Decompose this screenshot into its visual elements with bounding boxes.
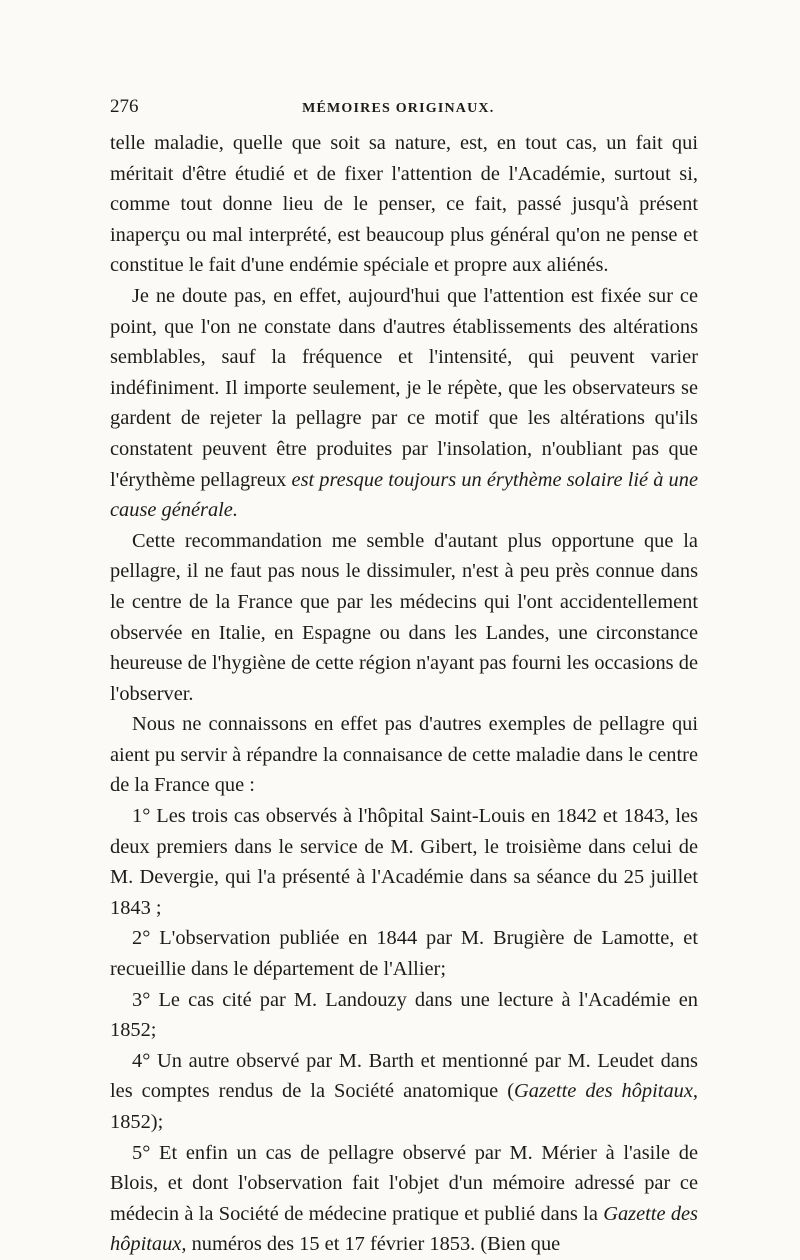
paragraph	[110, 709, 698, 801]
list-item	[110, 1046, 698, 1138]
list-item-italic: Gazette des hôpitaux,	[514, 1080, 699, 1103]
list-item	[110, 1138, 698, 1260]
list-item-text: 5° Et enfin un cas de pellagre observé par M. Mérier à l'asile de Blois, et dont l'observation fait l'objet d'un mémoire adressé par ce médecin à la Société de médecine pratique et publié dans la	[110, 1141, 698, 1225]
running-title: MÉMOIRES ORIGINAUX.	[302, 101, 495, 116]
list-item-italic: Gazette des hôpitaux,	[110, 1202, 698, 1256]
list-item-tail: numéros des 15 et 17 février 1853. (Bien que	[186, 1233, 561, 1256]
running-head	[110, 96, 698, 122]
paragraph-text: telle maladie, quelle que soit sa nature, est, en tout cas, un fait qui méritait d'être étudié et de fixer l'attention de l'Académie, surtout si, comme tout donne lieu de le penser, ce fait, passé jusqu'à présent inaperçu ou mal interprété, est beaucoup plus général qu'on ne pense et constitue le fait d'une endémie spéciale et propre aux aliénés.	[110, 132, 698, 277]
paragraph	[110, 281, 698, 526]
list-item-text: 4° Un autre observé par M. Barth et mentionné par M. Leudet dans les comptes rendus de la Société anatomique (	[110, 1049, 698, 1103]
list-item	[110, 923, 698, 984]
paragraph-text: Nous ne connaissons en effet pas d'autres exemples de pellagre qui aient pu servir à répandre la connaisance de cette maladie dans le centre de la France que :	[110, 713, 698, 797]
paragraph	[110, 128, 698, 281]
page-number: 276	[110, 96, 139, 117]
list-item	[110, 801, 698, 923]
list-item-tail: 1852);	[110, 1111, 164, 1133]
list-item-text: 3° Le cas cité par M. Landouzy dans une lecture à l'Académie en 1852;	[110, 988, 698, 1042]
paragraph-italic: est presque toujours un érythème solaire lié à une cause générale.	[110, 468, 698, 522]
book-page	[110, 96, 698, 1260]
paragraph-text: Cette recommandation me semble d'autant plus opportune que la pellagre, il ne faut pas nous le dissimuler, n'est à peu près connue dans le centre de la France que par les médecins qui l'ont accidentellement observée en Italie, en Espagne ou dans les Landes, une circonstance heureuse de l'hygiène de cette région n'ayant pas fourni les occasions de l'observer.	[110, 529, 698, 705]
list-item-text: 2° L'observation publiée en 1844 par M. Brugière de Lamotte, et recueillie dans le département de l'Allier;	[110, 927, 698, 981]
list-item-text: 1° Les trois cas observés à l'hôpital Saint-Louis en 1842 et 1843, les deux premiers dans le service de M. Gibert, le troisième dans celui de M. Devergie, qui l'a présenté à l'Académie dans sa séance du 25 juillet 1843 ;	[110, 805, 698, 919]
paragraph-text: Je ne doute pas, en effet, aujourd'hui que l'attention est fixée sur ce point, que l'on ne constate dans d'autres établissements des altérations semblables, sauf la fréquence et l'intensité, qui peuvent varier indéfiniment. Il importe seulement, je le répète, que les observateurs se gardent de rejeter la pellagre par ce motif que les altérations qu'ils constatent peuvent être produites par l'insolation, n'oubliant pas que l'érythème pellagreux	[110, 284, 698, 491]
paragraph	[110, 526, 698, 710]
list-item	[110, 985, 698, 1046]
body-text	[110, 128, 698, 1260]
